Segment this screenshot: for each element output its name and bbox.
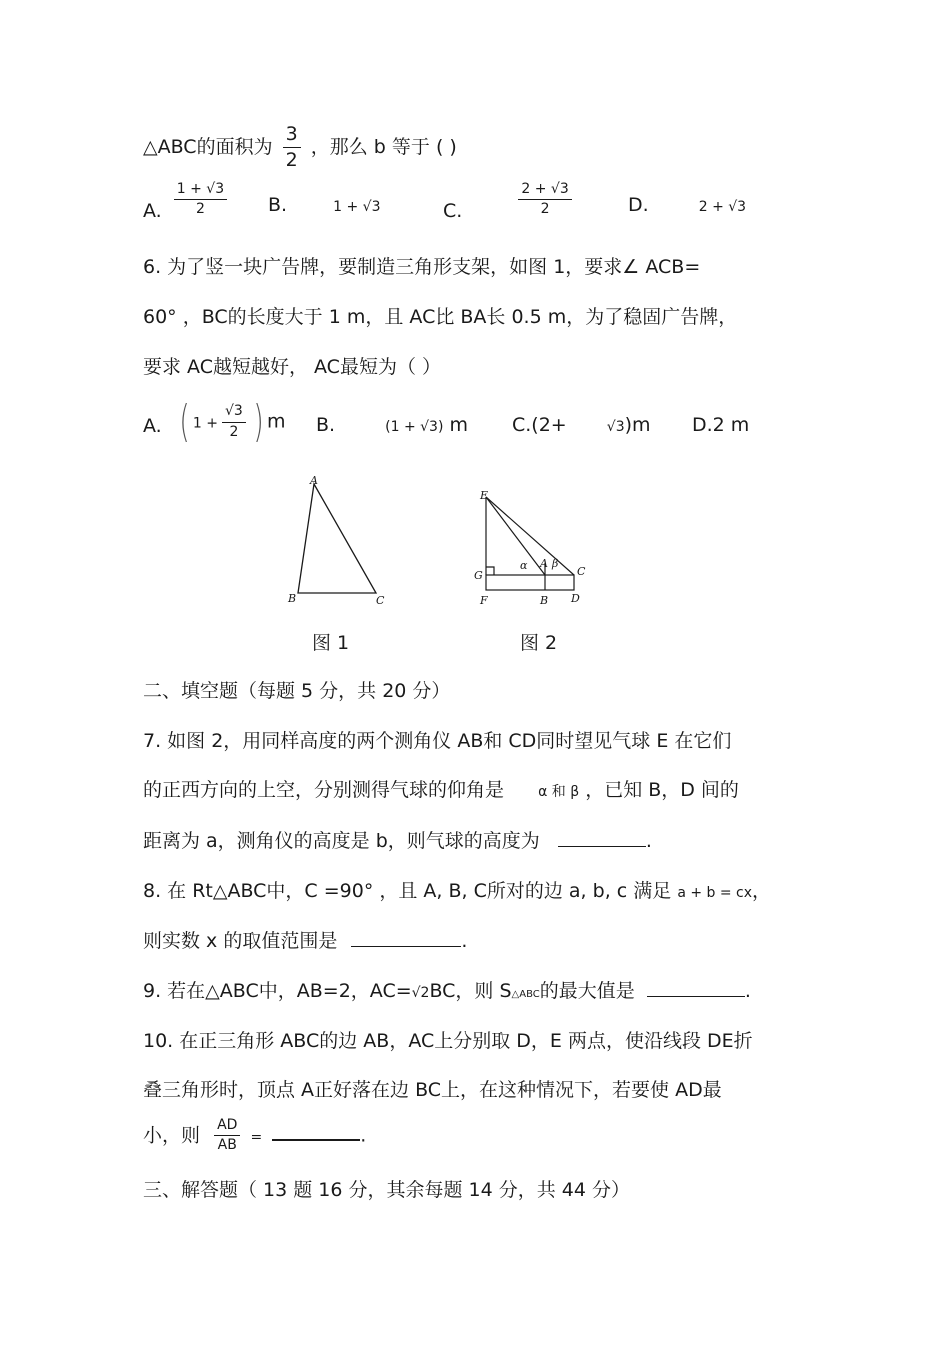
option-expr: 1 + √3 [333, 199, 381, 215]
q7-line-3 [143, 828, 652, 854]
figure-1-caption: 图 1 [312, 632, 350, 654]
q8-line-2a: 则实数 x 的取值范围是 [143, 930, 338, 952]
fig2-label-c: C [577, 565, 586, 578]
q8-comma: ， [752, 880, 772, 902]
q10-line-3 [143, 1118, 366, 1154]
q7-line-2 [143, 777, 739, 805]
q8-line-1a: 8. 在 Rt△ABC中，C =90° ，且 A, B, C所对的边 a, b, c 满足 [143, 880, 672, 902]
figure-2 [470, 485, 600, 610]
section-3-title: 三、解答题（ 13 题 16 分，其余每题 14 分，共 44 分） [143, 1179, 631, 1201]
fig2-label-f: F [480, 594, 488, 607]
q8-answer-blank[interactable] [351, 928, 461, 947]
q8-line-2 [143, 928, 467, 954]
frac-num: 2 + √3 [518, 182, 571, 200]
q7-line-2c: ，已知 B，D 间的 [585, 779, 739, 801]
option-a-inner: 1 + [192, 415, 219, 432]
q8-line-1 [143, 878, 771, 906]
frac-den: AB [217, 1137, 237, 1154]
fig2-label-e: E [480, 489, 489, 502]
q10-equals: = [250, 1129, 263, 1146]
option-unit: m [267, 410, 286, 433]
fig2-label-a: A [540, 557, 548, 570]
frac-num: √3 [222, 404, 246, 422]
q6-option-a [143, 396, 286, 447]
q5-text-b: ，那么 b 等于 ( ) [310, 135, 457, 158]
right-angle-mark [486, 567, 494, 575]
fig2-label-beta: β [552, 557, 559, 570]
q9-answer-blank[interactable] [647, 978, 745, 997]
q6-line-3: 要求 AC越短越好， AC最短为（ ） [143, 356, 441, 378]
fig2-label-d: D [571, 592, 580, 605]
q5-fraction [283, 124, 301, 171]
fig1-label-c: C [376, 594, 385, 607]
q9-text-b: BC，则 S [429, 980, 512, 1002]
option-label: D. [628, 194, 649, 216]
option-label: B. [268, 194, 288, 216]
q5-option-a [143, 181, 231, 223]
q5-frac-num: 3 [283, 124, 301, 148]
right-paren: ) [253, 396, 264, 447]
q7-line-2a: 的正西方向的上空，分别测得气球的仰角是 [143, 779, 505, 801]
q10-line-3a: 小，则 [143, 1124, 201, 1147]
triangle-abc [298, 484, 376, 593]
line-ec [486, 497, 574, 575]
fig2-label-g: G [474, 569, 483, 582]
frac-den: 2 [540, 201, 550, 218]
q9-text-c: 的最大值是 [539, 980, 635, 1002]
frac-num: 1 + √3 [174, 182, 227, 200]
q9-period: . [744, 980, 751, 1002]
q5-stem [143, 124, 457, 171]
q8-condition: a + b = cx [677, 885, 753, 901]
q8-period: . [461, 930, 468, 952]
option-unit: )m [624, 414, 651, 436]
frac-den: 2 [229, 423, 239, 440]
q10-fraction [214, 1118, 240, 1154]
q10-line-2: 叠三角形时，顶点 A正好落在边 BC上，在这种情况下，若要使 AD最 [143, 1079, 722, 1101]
q7-answer-blank[interactable] [558, 828, 646, 847]
left-paren: ( [179, 396, 190, 447]
option-fraction [518, 182, 571, 218]
q6-option-b [316, 414, 468, 436]
fig1-label-a: A [310, 474, 318, 487]
q6-line-2: 60° ，BC的长度大于 1 m，且 AC比 BA长 0.5 m，为了稳固广告牌， [143, 306, 738, 328]
frac-den: 2 [195, 201, 205, 218]
option-label: A. [143, 200, 162, 223]
q9-line [143, 978, 751, 1008]
q10-answer-blank[interactable] [272, 1121, 360, 1141]
line-ea [486, 497, 545, 575]
base-rect [486, 575, 574, 590]
q7-line-1: 7. 如图 2，用同样高度的两个测角仪 AB和 CD同时望见气球 E 在它们 [143, 730, 732, 752]
fig1-label-b: B [288, 592, 297, 605]
option-label: B. [316, 414, 336, 436]
q7-line-3a: 距离为 a，测角仪的高度是 b，则气球的高度为 [143, 830, 540, 852]
option-unit: m [449, 414, 468, 436]
option-fraction [222, 404, 246, 440]
q9-text-a: 9. 若在△ABC中，AB=2，AC= [143, 980, 412, 1002]
q5-option-d [628, 194, 746, 216]
q9-radical: √2 [411, 985, 430, 1001]
option-expr: 2 + √3 [698, 199, 747, 215]
fig2-label-b: B [540, 594, 549, 607]
q7-period: . [645, 830, 652, 852]
option-radical: √3 [606, 419, 625, 435]
q6-option-d: D.2 m [692, 414, 750, 436]
q9-subscript: △ABC [511, 989, 540, 1000]
figure-2-caption: 图 2 [520, 632, 558, 654]
q10-period: . [360, 1124, 367, 1147]
option-label: C. [443, 200, 463, 223]
figure-1 [280, 470, 400, 610]
q5-frac-den: 2 [285, 148, 298, 171]
option-text: C.(2+ [512, 414, 567, 436]
frac-num: AD [214, 1118, 240, 1136]
q5-option-c [443, 181, 576, 223]
q6-line-1: 6. 为了竖一块广告牌，要制造三角形支架，如图 1，要求∠ ACB= [143, 256, 701, 278]
section-2-title: 二、填空题（每题 5 分，共 20 分） [143, 680, 451, 702]
option-label: A. [143, 414, 162, 437]
q5-option-b [268, 194, 381, 216]
q7-angles: α 和 β [538, 784, 580, 800]
q6-option-c [512, 414, 651, 436]
option-expr: (1 + √3) [385, 419, 444, 435]
q10-line-1: 10. 在正三角形 ABC的边 AB，AC上分别取 D，E 两点，使沿线段 DE折 [143, 1030, 753, 1052]
option-fraction [174, 182, 227, 218]
fig2-label-alpha: α [520, 559, 528, 572]
q5-text-a: △ABC的面积为 [143, 135, 273, 158]
